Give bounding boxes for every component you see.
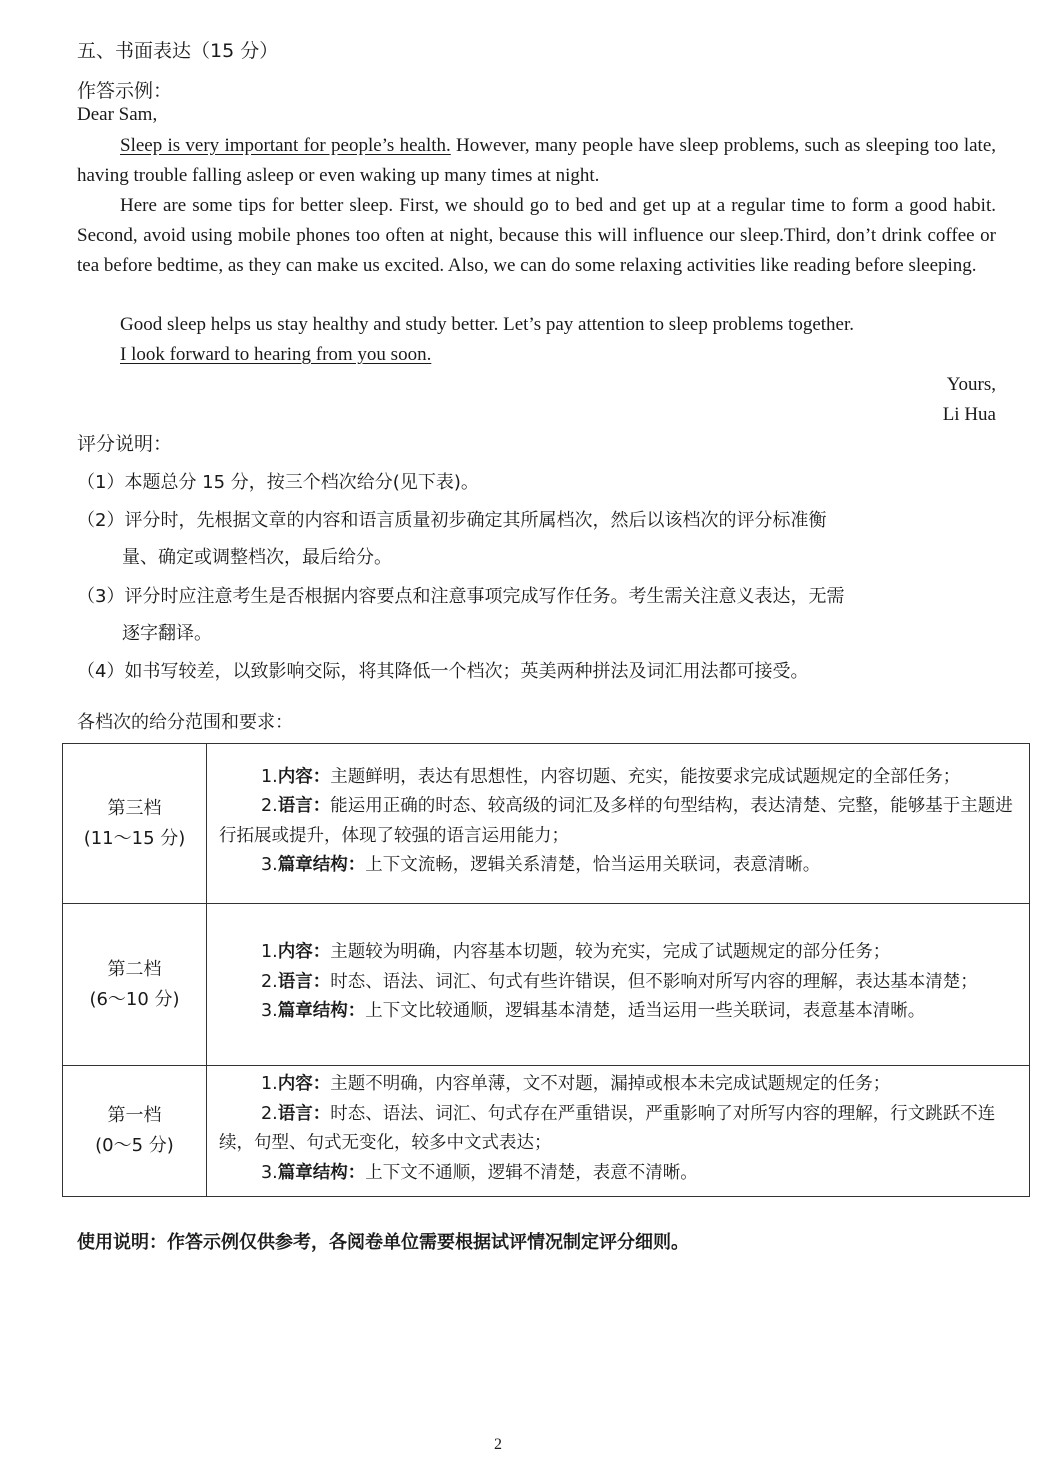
- scoring-rule-1-text: （1）本题总分 15 分，按三个档次给分(见下表)。: [77, 472, 479, 493]
- scoring-heading: 评分说明：: [77, 433, 173, 455]
- level-name: 第一档: [107, 1105, 162, 1126]
- page-number: 2: [494, 1436, 502, 1453]
- scoring-rule-4-text: （4）如书写较差，以致影响交际，将其降低一个档次；英美两种拼法及词汇用法都可接受。: [77, 661, 809, 682]
- scoring-rule-3-text: （3）评分时应注意考生是否根据内容要点和注意事项完成写作任务。考生需关注意义表达，无需: [77, 586, 845, 607]
- requirement-item: 1.内容：主题较为明确，内容基本切题，较为充实，完成了试题规定的部分任务；: [261, 942, 891, 963]
- level-name: 第二档: [107, 958, 162, 980]
- letter-closing: Yours,: [946, 374, 996, 395]
- requirement-item: 3.篇章结构：上下文不通顺，逻辑不清楚，表意不清晰。: [261, 1162, 698, 1183]
- letter-paragraph-4: [120, 340, 431, 370]
- grading-table: [62, 743, 1030, 1197]
- section-title: 五、书面表达（15 分）: [77, 40, 279, 62]
- level-requirements: [207, 744, 1030, 904]
- level-cell: [63, 1066, 207, 1197]
- requirement-item: 2.语言：能运用正确的时态、较高级的词汇及多样的句型结构，表达清楚、完整，能够基于主题进行拓展或提升，体现了较强的语言运用能力；: [219, 796, 1013, 846]
- level-requirements: [207, 904, 1030, 1066]
- scoring-rule-1: [77, 464, 479, 501]
- level-cell: [63, 904, 207, 1066]
- letter-closing-sentence: I look forward to hearing from you soon.: [120, 344, 432, 365]
- requirement-item: 2.语言：时态、语法、词汇、句式存在严重错误，严重影响了对所写内容的理解，行文跳跃不连续，句型、句式无变化，较多中文式表达；: [219, 1103, 996, 1153]
- table-row: [63, 904, 1030, 1066]
- requirement-item: 3.篇章结构：上下文流畅，逻辑关系清楚，恰当运用关联词，表意清晰。: [261, 855, 821, 875]
- scoring-rule-4: [77, 653, 808, 690]
- level-range: (6～10 分): [89, 988, 180, 1010]
- usage-note: 使用说明：作答示例仅供参考，各阅卷单位需要根据试评情况制定评分细则。: [77, 1232, 689, 1253]
- requirement-item: 2.语言：时态、语法、词汇、句式有些许错误，但不影响对所写内容的理解，表达基本清楚；: [261, 971, 978, 992]
- letter-paragraph-2: Here are some tips for better sleep. First, we should go to bed and get up at a regular time to form a good habit. Second, avoid using mobile phones too often at night, because this will influence our sleep.Third, don’t drink coffee or tea before bedtime, as they can make us excited. Also, we can do some relaxing activities like reading before sleeping.: [77, 195, 996, 276]
- scoring-rule-3-text-continued: 逐字翻译。: [122, 623, 212, 644]
- example-label: 作答示例：: [77, 80, 173, 102]
- level-name: 第三档: [107, 797, 162, 819]
- scoring-rule-3: [77, 578, 844, 652]
- scoring-rule-2-text: （2）评分时，先根据文章的内容和语言质量初步确定其所属档次，然后以该档次的评分标准衡: [77, 510, 827, 531]
- letter-paragraph-3: Good sleep helps us stay healthy and study better. Let’s pay attention to sleep problems together.: [120, 314, 854, 335]
- level-requirements: [207, 1066, 1030, 1197]
- letter-signature: Li Hua: [942, 404, 996, 425]
- letter-paragraph-1: [77, 131, 996, 191]
- table-heading: 各档次的给分范围和要求：: [77, 712, 293, 733]
- level-cell: [63, 744, 207, 904]
- requirement-item: 1.内容：主题鲜明，表达有思想性，内容切题、充实，能按要求完成试题规定的全部任务；: [261, 766, 961, 787]
- level-range: (11～15 分): [83, 827, 186, 849]
- letter-topic-sentence: Sleep is very important for people’s health.: [120, 135, 451, 156]
- scoring-rule-2-text-continued: 量、确定或调整档次，最后给分。: [122, 547, 392, 568]
- level-range: (0～5 分): [95, 1135, 174, 1156]
- scoring-rule-2: [77, 502, 826, 576]
- letter-greeting: Dear Sam,: [77, 104, 158, 125]
- table-row: [63, 1066, 1030, 1197]
- table-row: [63, 744, 1030, 904]
- requirement-item: 1.内容：主题不明确，内容单薄，文不对题，漏掉或根本未完成试题规定的任务；: [261, 1074, 891, 1094]
- letter-paragraph-1-text: However, many people have sleep problems, such as sleeping too late, having trouble falling asleep or even waking up many times at night.: [77, 135, 996, 186]
- requirement-item: 3.篇章结构：上下文比较通顺，逻辑基本清楚，适当运用一些关联词，表意基本清晰。: [261, 1001, 926, 1022]
